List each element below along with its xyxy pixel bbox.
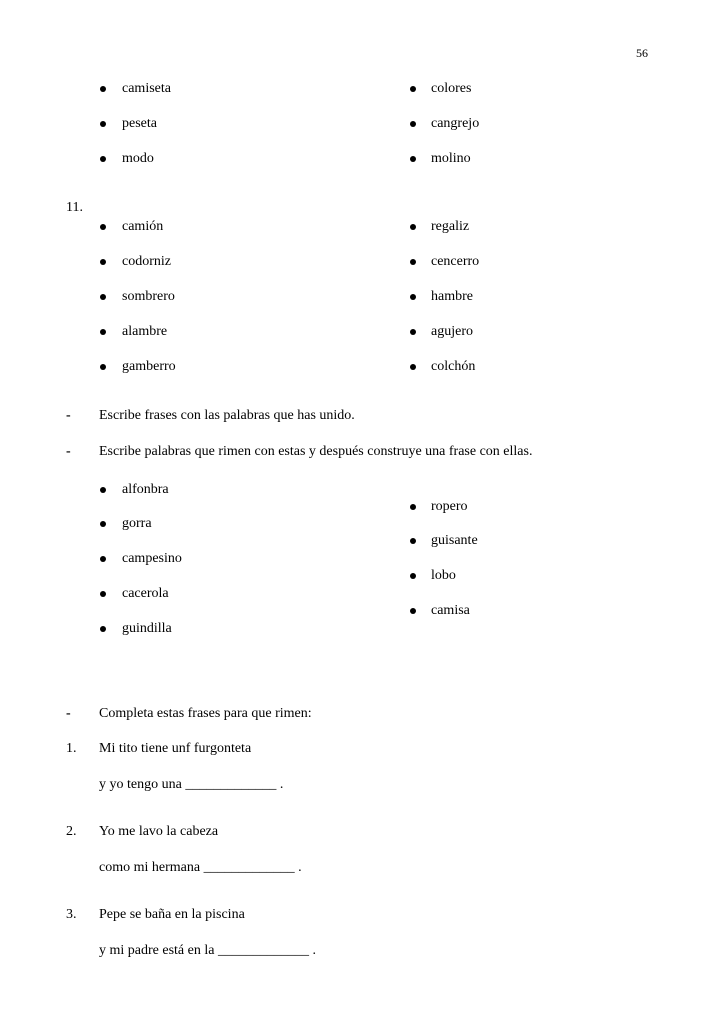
dash-marker: - <box>66 408 71 423</box>
sentence-blank-line: y mi padre está en la _____________ . <box>99 943 316 958</box>
bullet-icon <box>410 329 416 335</box>
item-number: 2. <box>66 824 77 839</box>
item-number: 3. <box>66 907 77 922</box>
sentence-line: Yo me lavo la cabeza <box>99 824 219 839</box>
list-item: colchón <box>431 359 476 374</box>
dash-marker: - <box>66 444 71 459</box>
list-item: camisa <box>431 603 470 618</box>
bullet-icon <box>100 556 106 562</box>
list-item: cacerola <box>122 586 169 601</box>
list-item: camiseta <box>122 81 171 96</box>
bullet-icon <box>100 121 106 127</box>
list-item: cencerro <box>431 254 480 269</box>
list-item: molino <box>431 151 471 166</box>
instruction-text: Escribe frases con las palabras que has unido. <box>99 408 355 423</box>
bullet-icon <box>410 121 416 127</box>
bullet-icon <box>100 86 106 92</box>
list-item: hambre <box>431 289 473 304</box>
bullet-icon <box>100 224 106 230</box>
list-item: codorniz <box>122 254 171 269</box>
list-item: sombrero <box>122 289 175 304</box>
bullet-icon <box>410 573 416 579</box>
list-item: guindilla <box>122 621 172 636</box>
bullet-icon <box>100 294 106 300</box>
list-item: colores <box>431 81 472 96</box>
list-item: ropero <box>431 499 468 514</box>
list-item: agujero <box>431 324 473 339</box>
bullet-icon <box>100 591 106 597</box>
list-item: regaliz <box>431 219 470 234</box>
list-item: camión <box>122 219 164 234</box>
exercise-number: 11. <box>66 200 83 215</box>
bullet-icon <box>410 156 416 162</box>
list-item: gamberro <box>122 359 176 374</box>
list-item: guisante <box>431 533 478 548</box>
bullet-icon <box>410 504 416 510</box>
bullet-icon <box>410 259 416 265</box>
bullet-icon <box>410 364 416 370</box>
list-item: cangrejo <box>431 116 480 131</box>
bullet-icon <box>100 329 106 335</box>
bullet-icon <box>100 521 106 527</box>
bullet-icon <box>100 364 106 370</box>
instruction-text: Completa estas frases para que rimen: <box>99 706 312 721</box>
bullet-icon <box>410 86 416 92</box>
item-number: 1. <box>66 741 77 756</box>
bullet-icon <box>410 224 416 230</box>
list-item: alfonbra <box>122 482 169 497</box>
list-item: campesino <box>122 551 182 566</box>
bullet-icon <box>410 294 416 300</box>
bullet-icon <box>100 156 106 162</box>
list-item: modo <box>122 151 154 166</box>
instruction-text: Escribe palabras que rimen con estas y después construye una frase con ellas. <box>99 444 533 459</box>
sentence-blank-line: como mi hermana _____________ . <box>99 860 302 875</box>
page-number: 56 <box>636 46 648 60</box>
bullet-icon <box>100 626 106 632</box>
sentence-line: Mi tito tiene unf furgonteta <box>99 741 252 756</box>
bullet-icon <box>410 538 416 544</box>
bullet-icon <box>100 259 106 265</box>
sentence-blank-line: y yo tengo una _____________ . <box>99 777 284 792</box>
list-item: gorra <box>122 516 152 531</box>
bullet-icon <box>410 608 416 614</box>
sentence-line: Pepe se baña en la piscina <box>99 907 245 922</box>
list-item: peseta <box>122 116 157 131</box>
list-item: lobo <box>431 568 456 583</box>
dash-marker: - <box>66 706 71 721</box>
list-item: alambre <box>122 324 168 339</box>
bullet-icon <box>100 487 106 493</box>
